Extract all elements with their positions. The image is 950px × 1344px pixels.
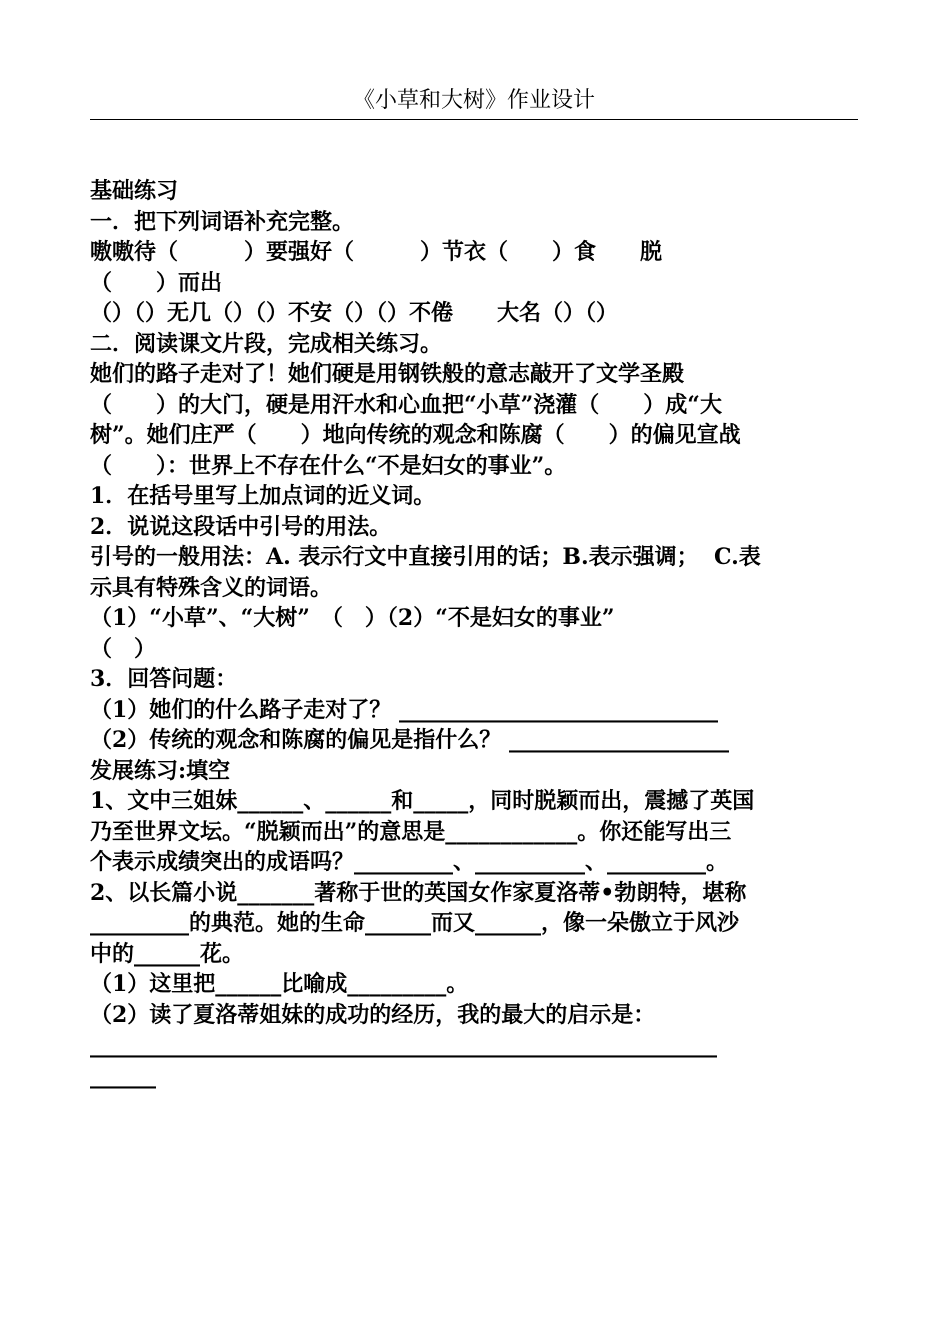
fill-2-sub-2: （2）读了夏洛蒂姐妹的成功的经历，我的最大的启示是： xyxy=(90,1001,656,1028)
answer-blank-line-1: _________________________________________________________ xyxy=(90,1032,717,1058)
question-1-heading: 一．把下列词语补充完整。 xyxy=(90,208,355,235)
idiom-line-2: （ ）而出 xyxy=(90,269,223,296)
page-title: 《小草和大树》作业设计 xyxy=(352,88,595,113)
subquestion-2: 2．说说这段话中引号的用法。 xyxy=(90,513,392,540)
idiom-line-3: （）（）无几（）（）不安（）（）不倦 大名（）（） xyxy=(90,300,619,326)
answer-line-2: （2）传统的观念和陈腐的偏见是指什么？ ____________________ xyxy=(90,727,729,753)
passage-line-2: （ ）的大门，硬是用汗水和心血把“小草”浇灌（ ）成“大 xyxy=(90,391,722,418)
section-heading-extension: 发展练习:填空 xyxy=(90,757,231,784)
section-heading-basic: 基础练习 xyxy=(90,178,179,204)
passage-line-1: 她们的路子走对了！她们硬是用钢铁般的意志敲开了文学圣殿 xyxy=(90,361,685,387)
fill-2-sub-1: （1）这里把______比喻成_________。 xyxy=(90,971,469,997)
answer-line-1: （1）她们的什么路子走对了？ _____________________________ xyxy=(90,696,718,723)
idiom-line-1: 嗷嗷待（ ）要强好（ ）节衣（ ）食 脱 xyxy=(90,239,663,265)
question-2-heading: 二．阅读课文片段，完成相关练习。 xyxy=(90,330,443,357)
subquestion-3: 3．回答问题： xyxy=(90,666,238,692)
answer-blank-line-2: ______ xyxy=(90,1062,156,1089)
subquestion-1: 1．在括号里写上加点词的近义词。 xyxy=(90,483,436,509)
quote-items-line-2: （ ） xyxy=(90,635,157,662)
fill-2-line-2: _________的典范。她的生命______而又______，像一朵傲立于风沙 xyxy=(90,910,740,936)
passage-line-4: （ ）：世界上不存在什么“不是妇女的事业”。 xyxy=(90,452,567,479)
fill-1-line-1: 1、文中三姐妹______、______和_____，同时脱颖而出，震撼了英国 xyxy=(90,788,755,814)
quote-items-line-1: （1）“小草”、“大树” （ ）（2）“不是妇女的事业” xyxy=(90,605,615,631)
fill-2-line-1: 2、以长篇小说_______著称于世的英国女作家夏洛蒂•勃朗特，堪称 xyxy=(90,879,747,906)
quote-usage-line-2: 示具有特殊含义的词语。 xyxy=(90,574,333,601)
fill-1-line-2: 乃至世界文坛。“脱颖而出”的意思是____________。你还能写出三 xyxy=(90,818,732,845)
quote-usage-line-1: 引号的一般用法：A. 表示行文中直接引用的话；B.表示强调； C.表 xyxy=(90,544,761,570)
fill-2-line-3: 中的______花。 xyxy=(90,940,245,967)
document-body xyxy=(90,176,860,1091)
title-rule xyxy=(90,119,858,120)
fill-1-line-3: 个表示成绩突出的成语吗？_________、__________、_________。 xyxy=(90,849,729,875)
passage-line-3: 树”。她们庄严（ ）地向传统的观念和陈腐（ ）的偏见宣战 xyxy=(90,422,741,448)
